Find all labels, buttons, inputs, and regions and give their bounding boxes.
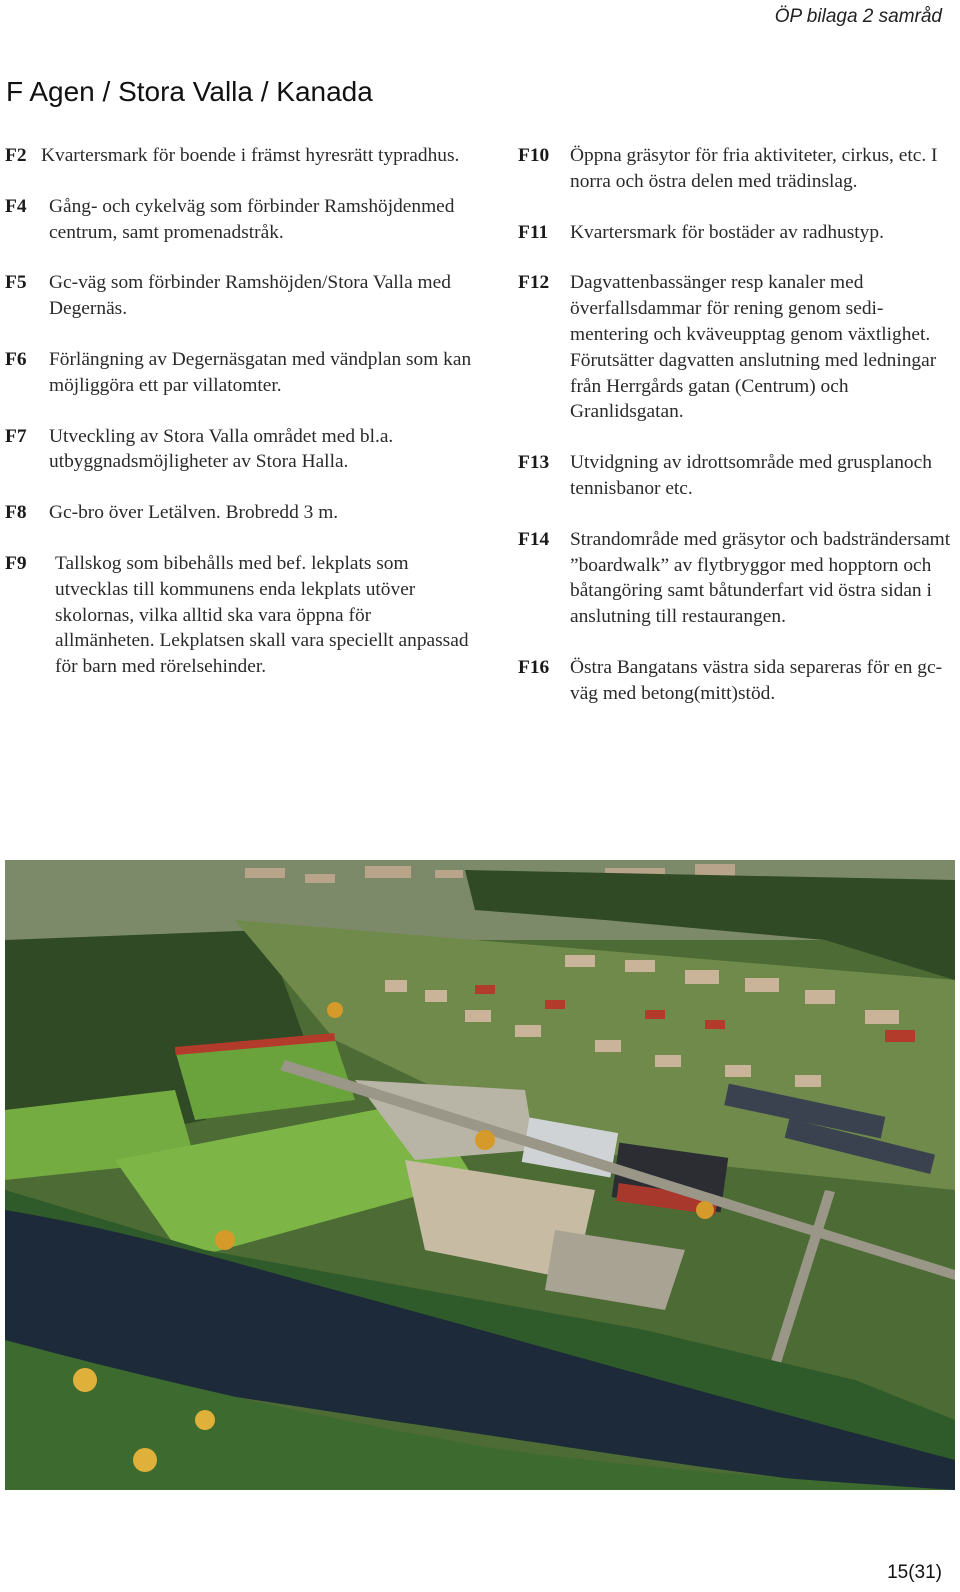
list-item (518, 143, 954, 195)
item-code: F6 (5, 348, 27, 370)
item-code: F4 (5, 195, 27, 217)
item-code: F12 (518, 272, 550, 294)
item-code: F9 (5, 552, 27, 574)
list-item (5, 270, 475, 322)
list-item (518, 655, 954, 707)
item-code: F13 (518, 452, 550, 474)
item-text: Utveckling av Stora Valla området med bl.a. utbyggnadsmöjligheter av Stora Halla. (49, 425, 394, 473)
item-text: Östra Bangatans västra sida separeras för en gc-väg med betong(mitt)stöd. (570, 656, 943, 704)
page-number: 15(31) (887, 1562, 942, 1583)
item-code: F10 (518, 145, 550, 166)
list-item (518, 450, 954, 502)
list-item (518, 527, 954, 630)
list-item (5, 143, 475, 169)
item-text: Gc-bro över Letälven. Brobredd 3 m. (49, 502, 339, 524)
item-text: Dagvattenbassänger resp kanaler med överfallsdammar för rening genom sedi-mentering och kväveupptag genom växtlighet. Förutsätter dagvatten anslutning med ledningar från Herrgårds gatan (Centrum) och Granlidsgatan. (570, 272, 937, 423)
list-item (5, 194, 475, 246)
item-text: Utvidgning av idrottsområde med grusplanoch tennisbanor etc. (570, 452, 932, 499)
item-code: F11 (518, 221, 549, 243)
item-text: Gc-väg som förbinder Ramshöjden/Stora Valla med Degernäs. (49, 272, 451, 320)
document-label: ÖP bilaga 2 samråd (774, 6, 942, 27)
list-item (518, 270, 954, 425)
item-code: F5 (5, 272, 27, 294)
item-text: Kvartersmark för boende i främst hyresrätt typradhus. (41, 145, 460, 166)
item-text: Kvartersmark för bostäder av radhustyp. (570, 221, 884, 243)
list-item (5, 424, 475, 476)
item-code: F7 (5, 425, 27, 447)
item-code: F8 (5, 502, 27, 524)
list-item (518, 220, 954, 246)
item-text: Strandområde med gräsytor och badsträndersamt ”boardwalk” av flytbryggor med hopptorn och båtangöring samt båtunderfart vid östra sidan i anslutning till restaurangen. (570, 528, 951, 628)
list-item (5, 551, 475, 680)
list-item (5, 500, 475, 526)
item-text: Förlängning av Degernäsgatan med vändplan som kan möjliggöra ett par villatomter. (49, 348, 472, 396)
right-column (518, 143, 954, 732)
item-code: F14 (518, 528, 550, 550)
item-code: F16 (518, 656, 550, 678)
aerial-photo-illustration (5, 860, 955, 1490)
item-text: Tallskog som bibehålls med bef. lekplats som utvecklas till kommunens enda lekplats utöver skolornas, vilka alltid ska vara öppna för allmänheten. Lekplatsen skall vara speciellt anpassad för barn med rörelsehinder. (55, 552, 469, 678)
list-item (5, 347, 475, 399)
page-title: F Agen / Stora Valla / Kanada (6, 76, 373, 107)
item-code: F2 (5, 145, 27, 166)
item-text: Öppna gräsytor för fria aktiviteter, cirkus, etc. I norra och östra delen med trädinslag. (570, 145, 938, 192)
aerial-photo (5, 860, 955, 1490)
left-column (5, 143, 475, 705)
item-text: Gång- och cykelväg som förbinder Ramshöjdenmed centrum, samt promenadstråk. (49, 195, 455, 243)
